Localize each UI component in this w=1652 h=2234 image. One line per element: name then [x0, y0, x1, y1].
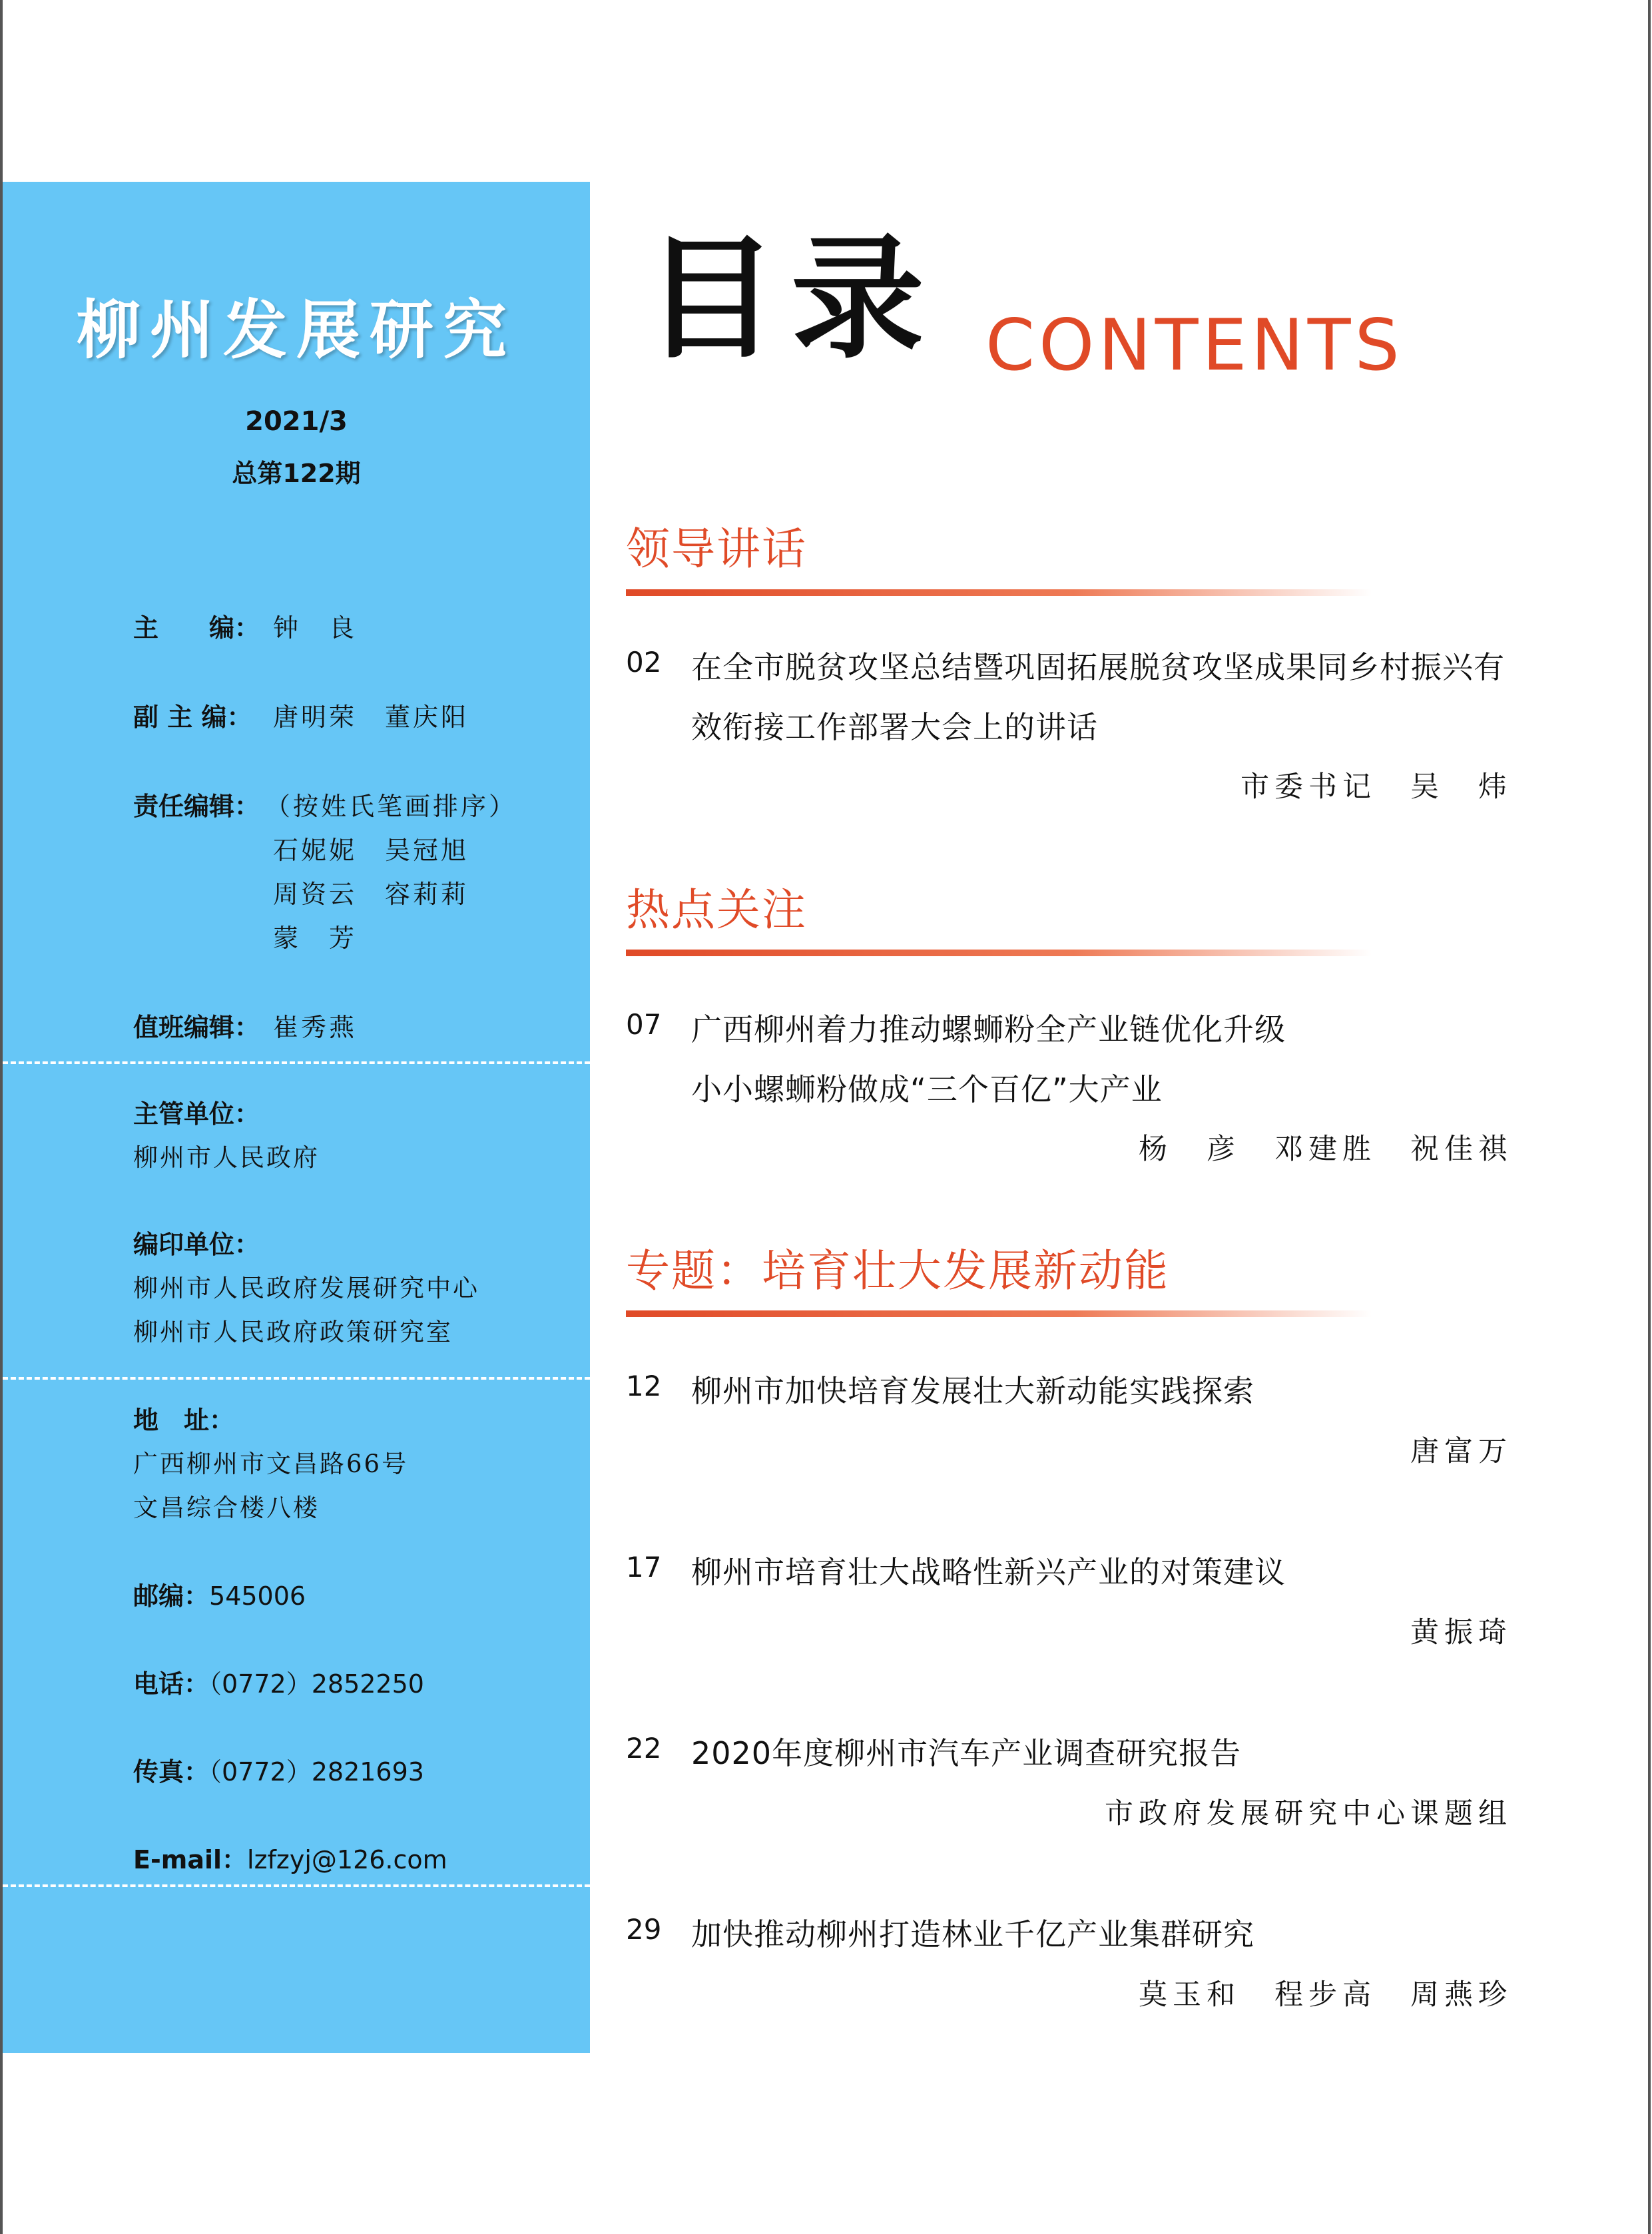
article-page: 29 — [626, 1913, 662, 1946]
responsible-editors-label: 责任编辑： — [133, 792, 260, 821]
sidebar-divider — [3, 1884, 590, 1887]
article-title[interactable]: 柳州市加快培育发展壮大新动能实践探索 — [691, 1373, 1254, 1409]
duty-editor-label: 值班编辑： — [133, 1013, 260, 1042]
chief-editor-value: 钟 良 — [273, 613, 358, 643]
article-page: 22 — [626, 1732, 662, 1765]
publisher-value: 柳州市人民政府政策研究室 — [133, 1318, 453, 1346]
contents-title-en: CONTENTS — [985, 304, 1404, 386]
article-author: 市政府发展研究中心课题组 — [1105, 1797, 1512, 1830]
section-rule — [626, 950, 1372, 956]
article-author: 唐富万 — [1410, 1435, 1512, 1468]
page-border-right — [1648, 0, 1651, 2234]
email — [133, 1839, 447, 1876]
address-label: 地 址： — [133, 1406, 235, 1435]
section-title: 专题：培育壮大发展新动能 — [626, 1245, 1169, 1296]
sidebar-divider — [3, 1377, 590, 1380]
deputy-editor-value: 唐明荣 董庆阳 — [273, 702, 469, 732]
fax-label: 传真： — [133, 1757, 210, 1787]
article-title[interactable]: 在全市脱贫攻坚总结暨巩固拓展脱贫攻坚成果同乡村振兴有 — [691, 649, 1505, 685]
article-title[interactable]: 柳州市培育壮大战略性新兴产业的对策建议 — [691, 1554, 1286, 1590]
chief-editor-label: 主 编： — [133, 613, 260, 643]
article-title[interactable]: 广西柳州着力推动螺蛳粉全产业链优化升级 — [691, 1011, 1286, 1047]
responsible-editor-names: 周资云 容莉莉 — [273, 880, 469, 909]
phone-label: 电话： — [133, 1669, 210, 1699]
issue-date: 2021/3 — [245, 406, 348, 437]
article-author: 莫玉和 程步高 周燕珍 — [1139, 1978, 1512, 2012]
article-author: 杨 彦 邓建胜 祝佳祺 — [1139, 1133, 1512, 1166]
section-title: 领导讲话 — [626, 523, 807, 575]
section-rule — [626, 1310, 1372, 1317]
section-title: 热点关注 — [626, 884, 807, 936]
duty-editor-value: 崔秀燕 — [273, 1013, 358, 1042]
email-value: lzfzyj@126.com — [247, 1845, 447, 1874]
article-title[interactable]: 小小螺蛳粉做成“三个百亿”大产业 — [691, 1071, 1163, 1107]
article-page: 12 — [626, 1370, 662, 1402]
article-title[interactable]: 加快推动柳州打造林业千亿产业集群研究 — [691, 1916, 1254, 1952]
postcode — [133, 1575, 306, 1612]
publisher-label: 编印单位： — [133, 1230, 260, 1259]
sidebar-divider — [3, 1061, 590, 1064]
article-title[interactable]: 效衔接工作部署大会上的讲话 — [691, 709, 1098, 745]
postcode-label: 邮编： — [133, 1581, 210, 1611]
address-line: 广西柳州市文昌路66号 — [133, 1450, 409, 1478]
deputy-editor-label: 副 主 编： — [133, 702, 252, 732]
address-line: 文昌综合楼八楼 — [133, 1494, 320, 1522]
postcode-value: 545006 — [209, 1581, 306, 1611]
responsible-editors-note: （按姓氏笔画排序） — [265, 792, 517, 821]
phone — [133, 1663, 424, 1700]
fax — [133, 1751, 424, 1788]
section-rule — [626, 589, 1372, 596]
issue-number: 总第122期 — [232, 459, 361, 488]
phone-value: （0772）2852250 — [209, 1669, 424, 1699]
email-label: E-mail： — [133, 1845, 248, 1874]
responsible-editor-names: 蒙 芳 — [273, 924, 358, 953]
article-author: 市委书记 吴 炜 — [1240, 770, 1512, 804]
responsible-editor-names: 石妮妮 吴冠旭 — [273, 836, 469, 865]
article-page: 17 — [626, 1551, 662, 1583]
article-title[interactable]: 2020年度柳州市汽车产业调查研究报告 — [691, 1735, 1242, 1771]
publisher-value: 柳州市人民政府发展研究中心 — [133, 1274, 479, 1302]
contents-title-cn: 目录 — [645, 222, 938, 377]
supervisor-label: 主管单位： — [133, 1099, 260, 1129]
article-page: 02 — [626, 646, 662, 679]
journal-title: 柳州发展研究 — [77, 292, 516, 368]
article-page: 07 — [626, 1008, 662, 1041]
fax-value: （0772）2821693 — [209, 1757, 424, 1787]
article-author: 黄振琦 — [1410, 1616, 1512, 1649]
supervisor-value: 柳州市人民政府 — [133, 1143, 320, 1172]
